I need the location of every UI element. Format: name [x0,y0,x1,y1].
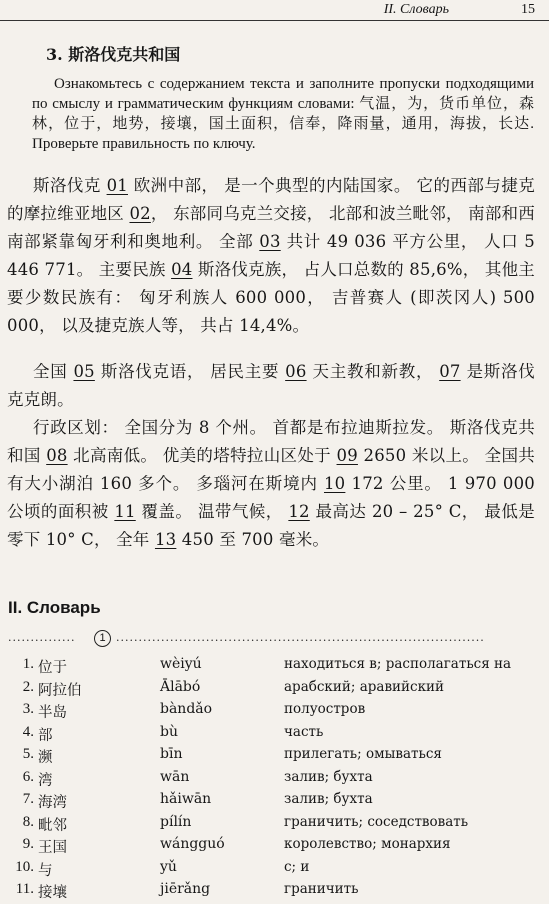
text-segment: 450 至 700 毫米。 [176,530,330,549]
entry-pinyin: bù [160,723,178,740]
entry-meaning: королевство; монархия [284,836,451,852]
blank-number: 12 [288,502,310,521]
entry-meaning: часть [284,723,324,740]
blank-number: 07 [439,362,461,381]
section-marker: 1 [94,630,111,647]
text-segment: 斯洛伐克 [33,176,107,195]
blank-number: 03 [259,232,281,251]
entry-word: 部 [38,727,53,744]
text-segment: 全国 [33,362,74,381]
blank-number: 02 [129,204,151,223]
blank-number: 04 [171,260,193,279]
exercise-instructions: Ознакомьтесь с содержанием текста и заполните пропуски подходящими по смыслу и грамматическим функциям словами: 气温，为，货币单位，森林，位于，地势，接壤，国土面积，信奉，降雨量，通用，海拔，长达. Проверьте правильность по ключу. [32,76,534,152]
entry-word: 半岛 [38,705,67,721]
entry-pinyin: hǎiwān [160,791,212,807]
entry-pinyin: wángguó [160,836,225,852]
blank-number: 11 [114,502,136,521]
vocab-entry [0,679,549,702]
paragraph [7,358,535,414]
entry-word: 接壤 [38,885,67,901]
entry-number: 2. [22,678,34,695]
vocab-entry [0,701,549,724]
vocabulary-list [0,656,549,904]
entry-word: 与 [38,862,53,879]
entry-pinyin: Ālābó [160,678,201,695]
entry-meaning: залив; бухта [284,768,373,785]
divider-dots-left: ............... [8,631,76,644]
entry-meaning: прилегать; омываться [284,746,442,762]
entry-number: 1. [22,656,34,672]
divider-dots-right: .................................................................................. [116,631,485,644]
text-segment: 斯洛伐克族， 占人口总数的 85,6%， 其他主要少数民族有： 匈牙利族人 600 000， 吉普赛人 (即茨冈人) 500 000， 以及捷克族人等， 共占 14,4%。 [7,260,535,335]
entry-meaning: залив; бухта [284,791,373,807]
vocab-entry [0,836,549,859]
running-section-title: II. Словарь [383,2,449,17]
blank-number: 10 [323,474,346,493]
entry-meaning: находиться в; располагаться на [284,656,512,672]
entry-number: 7. [22,791,34,807]
entry-pinyin: jiērǎng [160,881,211,897]
vocab-entry [0,881,549,904]
page-number: 15 [521,2,535,17]
entry-pinyin: bīn [160,746,183,762]
entry-pinyin: yǔ [160,858,177,875]
text-segment: 欧洲中部， 是一个典型的内陆国家。 它的西部与捷克的摩拉维亚地区 [7,176,536,223]
entry-pinyin: wān [160,768,190,785]
blank-number: 09 [336,446,358,465]
blank-number: 05 [73,362,95,381]
entry-meaning: арабский; аравийский [284,678,445,695]
entry-word: 濒 [38,750,53,766]
text-segment: 行政区划： 全国分为 8 个州。 首都是布拉迪斯拉发。 斯洛伐克共和国 [7,418,535,465]
blank-number: 01 [106,176,128,195]
text-segment: 2650 米以上。 全国共有大小湖泊 160 多个。 多瑙河在斯境内 [7,446,535,493]
paragraph [7,414,535,554]
text-segment: 天主教和新教， [306,362,440,381]
dictionary-heading: II. Словарь [8,598,101,617]
entry-word: 阿拉伯 [38,682,82,699]
entry-word: 王国 [38,840,67,856]
text-segment: 是斯洛伐克克朗。 [7,362,535,409]
vocab-entry [0,859,549,882]
blank-number: 08 [46,446,68,465]
text-segment: 最高达 20 – 25° C， 最低是零下 10° C， 全年 [7,502,535,549]
entry-meaning: полуостров [284,701,366,717]
text-segment: 斯洛伐克语， 居民主要 [94,362,286,381]
page-header [0,0,549,21]
entry-number: 6. [22,768,34,785]
vocab-entry [0,791,549,814]
vocab-entry [0,724,549,747]
entry-pinyin: pílín [160,813,192,830]
text-segment: 北高南低。 优美的塔特拉山区处于 [67,446,337,465]
vocab-entry [0,746,549,769]
entry-word: 湾 [38,772,53,789]
entry-word: 海湾 [38,795,67,811]
text-segment: ， 东部同乌克兰交接， 北部和波兰毗邻， 南部和西南部紧靠匈牙利和奥地利。 全部 [7,204,535,251]
text-segment: 172 公里。 1 970 000 公顷的面积被 [7,474,535,521]
entry-number: 8. [22,813,34,830]
vocab-entry [0,814,549,837]
paragraph [7,172,535,340]
entry-meaning: граничить; соседствовать [284,813,469,830]
entry-word: 毗邻 [38,817,67,834]
vocab-entry [0,769,549,792]
entry-number: 3. [22,701,34,717]
entry-number: 11. [15,881,34,897]
exercise-heading: 3. 斯洛伐克共和国 [46,45,181,64]
entry-pinyin: bàndǎo [160,701,213,717]
entry-word: 位于 [38,660,67,676]
blank-number: 13 [154,530,177,549]
text-segment: 覆盖。 温带气候， [135,502,289,521]
entry-meaning: с; и [284,858,310,875]
entry-number: 9. [22,836,34,852]
text-segment: 共计 49 036 平方公里， 人口 5 446 771。 主要民族 [7,232,535,279]
entry-number: 10. [15,858,34,875]
entry-meaning: граничить [284,881,359,897]
entry-pinyin: wèiyú [160,656,202,672]
entry-number: 4. [22,723,34,740]
blank-number: 06 [285,362,307,381]
section-divider [8,631,538,651]
entry-number: 5. [22,746,34,762]
vocab-entry [0,656,549,679]
